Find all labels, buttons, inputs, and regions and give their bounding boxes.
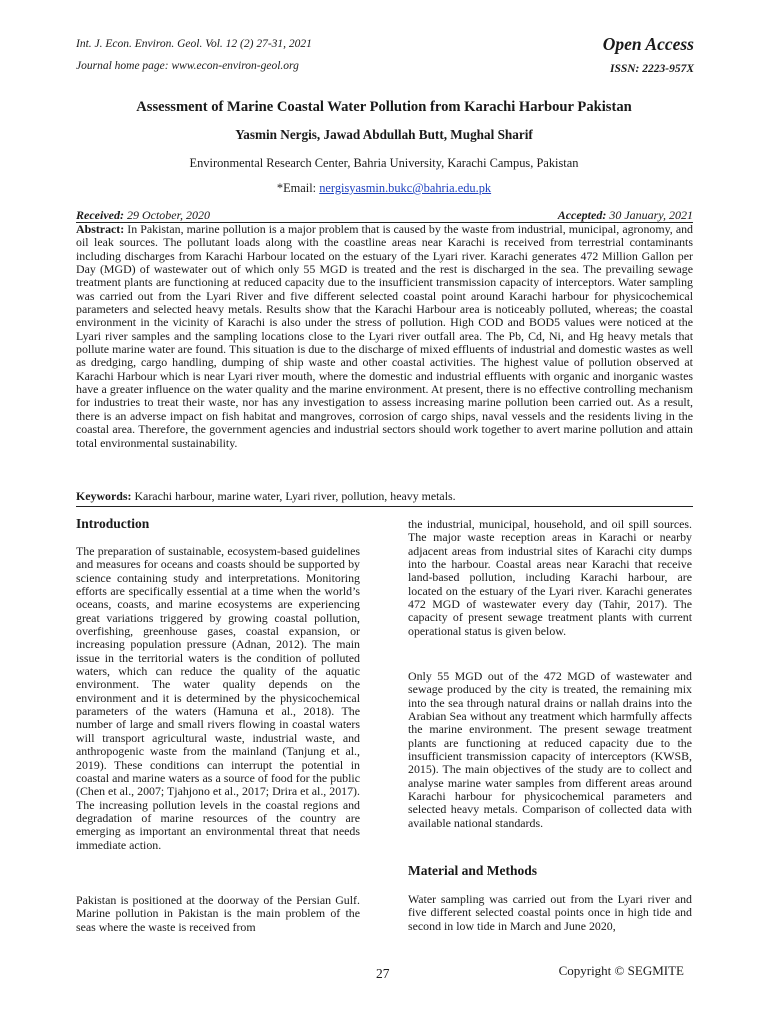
open-access-label: Open Access — [602, 34, 694, 54]
methods-paragraph-1: Water sampling was carried out from the Lyari river and five different selected coastal points once in high tide and second in low tide in March and June 2020, — [408, 892, 692, 933]
dates-row — [76, 208, 693, 223]
right-paragraph-2: Only 55 MGD out of the 472 MGD of wastewater and sewage produced by the city is treated, the remaining mix into the sea through natural drains or nallah drains into the Arabian Sea without any treatment which harmfully affects the marine environment. The present sewage treatment plants are functioning at reduced capacity due to the insufficient transmission capacity of interceptors (KWSB, 2015). The main objectives of the study are to collect and analyse marine water samples from different areas around Karachi harbour for physicochemical parameters and selected heavy metals. Comparison of collected data with available national standards. — [408, 669, 692, 830]
right-paragraph-1: the industrial, municipal, household, and oil spill sources. The major waste reception areas in Karachi or nearby adjacent areas from industrial sites of Karachi city dumps into the harbour. Coastal areas near Karachi that receive land-based pollution, including Karachi harbour, are located on the estuary of the Lyari river. Karachi generates 472 MGD of wastewater every day (Tahir, 2017). The capacity of present sewage treatment plants with current operational status is given below. — [408, 517, 692, 638]
intro-paragraph-1: The preparation of sustainable, ecosystem-based guidelines and measures for oceans and coasts should be supported by science containing study and interpretations. Monitoring efforts are specifically essential at a time when the world’s oceans, coasts, and marine ecosystems are experiencing great variations triggered by growing coastal pollution, overfishing, greenhouse gases, coastal expansion, or increasing population pressure (Adnan, 2012). The main issue in the territorial waters is the condition of polluted waters, which can reduce the quality of the aquatic environment. The water quality depends on the environment and it is determined by the physicochemical parameters of the waters (Hamuna et al., 2018). The number of large and small rivers flowing in coastal waters will transport agricultural waste, industrial waste, and anthropogenic waste from the mainland (Tanjung et al., 2019). These conditions can interrupt the potential in coastal and marine waters as a source of food for the public (Chen et al., 2007; Tjahjono et al., 2017; Drira et al., 2017). The increasing pollution levels in the coastal regions and degradation of marine resources of the country are emerging as important an environmental threat that needs immediate action. — [76, 544, 360, 852]
keywords-divider — [76, 506, 693, 507]
paper-title: Assessment of Marine Coastal Water Pollution from Karachi Harbour Pakistan — [136, 99, 632, 115]
keywords-text: Karachi harbour, marine water, Lyari river, pollution, heavy metals. — [134, 489, 456, 503]
paper-authors: Yasmin Nergis, Jawad Abdullah Butt, Mughal Sharif — [235, 127, 533, 142]
accepted-date: Accepted: 30 January, 2021 — [557, 208, 693, 222]
keywords — [76, 489, 693, 503]
section-heading-introduction: Introduction — [76, 516, 150, 531]
email-label: *Email: — [276, 181, 320, 195]
abstract — [76, 223, 693, 450]
email-line — [0, 181, 768, 196]
abstract-text: In Pakistan, marine pollution is a major problem that is caused by the waste from industrial, municipal, agronomy, and oil leak sources. The pollutant loads along with the coastline areas near Karachi is received from terrestrial contaminants including discharges from Karachi Harbour located on the estuary of the Lyari river. Karachi generates 472 Million Gallon per Day (MGD) of wastewater out of which only 55 MGD is treated and the rest is discharged in the sea. The prevailing sewage treatment plants are functioning at reduced capacity due to the insufficient transmission capacity of interceptors. Water sampling was carried out from the Lyari River and five different selected coastal point around Karachi harbour for physicochemical parameters and selected heavy metals. Results show that the Karachi Harbour area is noticeably polluted, whereas; the coastal environment in the vicinity of Karachi is also under the stress of pollution. High COD and BOD5 values were noticed at the Lyari river samples and the sampling locations close to the Lyari river outfall area. The Pb, Cd, Ni, and Hg heavy metals that pollute marine water are found. This situation is due to the discharge of mixed effluents of industrial and domestic wastes as well as dredging, cargo handling, dumping of ship waste and other coastal activities. The highest value of pollution observed at Karachi Harbour which is near Lyari river mouth, where the domestic and industrial effluents with organic and inorganic wastes have a greater influence on the water quality and the marine environment. At present, there is no effective controlling mechanism for industries to treat their waste, nor has any investigation to assess increasing marine pollution been carried out. As a result, there is an adverse impact on fish habitat and mangroves, corrosion of cargo ships, naval vessels and the residents living in the coastal area. Therefore, the government agencies and industrial sectors should work together to avert marine pollution and attain total environmental sustainability. — [76, 222, 693, 450]
journal-citation: Int. J. Econ. Environ. Geol. Vol. 12 (2) 27-31, 2021 — [76, 38, 312, 50]
abstract-label: Abstract: — [76, 222, 125, 236]
journal-homepage: Journal home page: www.econ-environ-geol.org — [76, 60, 299, 72]
intro-paragraph-2: Pakistan is positioned at the doorway of the Persian Gulf. Marine pollution in Pakistan is the main problem of the seas where the waste is received from — [76, 893, 360, 934]
issn: ISSN: 2223-957X — [609, 63, 694, 75]
email-link[interactable]: nergisyasmin.bukc@bahria.edu.pk — [319, 181, 492, 195]
keywords-label: Keywords: — [76, 489, 132, 503]
page-number: 27 — [376, 966, 390, 981]
received-date: Received: 29 October, 2020 — [76, 208, 210, 222]
copyright: Copyright © SEGMITE — [558, 963, 684, 978]
affiliation: Environmental Research Center, Bahria University, Karachi Campus, Pakistan — [189, 156, 579, 170]
section-heading-methods: Material and Methods — [408, 863, 537, 878]
